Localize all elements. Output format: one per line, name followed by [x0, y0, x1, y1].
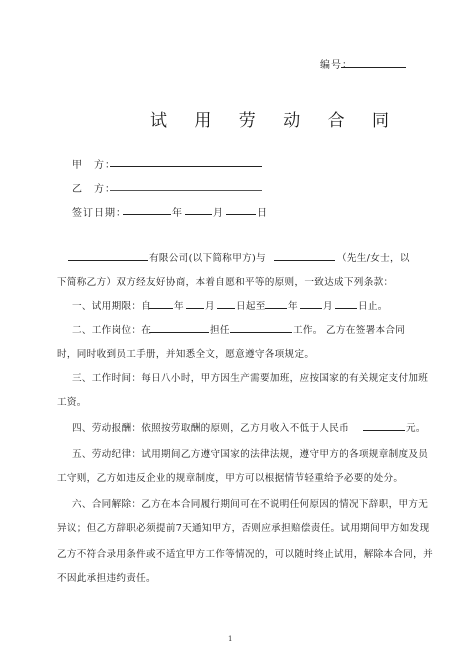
- sign-month-label: 月: [213, 208, 224, 219]
- party-a-label: 甲 方：: [72, 160, 116, 171]
- employee-name-blank[interactable]: [274, 260, 335, 261]
- sign-day-blank[interactable]: [226, 214, 256, 215]
- work-position-blank[interactable]: [230, 332, 292, 333]
- document-number-blank[interactable]: [341, 67, 406, 68]
- clause-1-year-label: 年: [174, 301, 184, 312]
- party-a-blank[interactable]: [110, 166, 262, 167]
- clause-5-line-1: 五、劳动纪律：试用期间乙方遵守国家的法律法规，遵守甲方的各项规章制度及员: [72, 449, 429, 460]
- intro-employee-text: （先生/女士，以: [337, 253, 410, 264]
- company-name-blank[interactable]: [68, 260, 148, 261]
- trial-start-day-blank[interactable]: [217, 308, 235, 309]
- clause-1-end-label: 日止。: [358, 301, 388, 312]
- clause-1-year2-label: 年: [288, 301, 298, 312]
- clause-2-head: 二、工作岗位：在: [72, 325, 152, 336]
- clause-1-month2-label: 月: [323, 301, 333, 312]
- trial-start-month-blank[interactable]: [186, 308, 204, 309]
- sign-month-blank[interactable]: [185, 214, 212, 215]
- sign-year-blank[interactable]: [123, 214, 171, 215]
- clause-6-line-4: 不因此承担违约责任。: [57, 573, 156, 584]
- work-department-blank[interactable]: [149, 332, 209, 333]
- trial-end-month-blank[interactable]: [300, 308, 322, 309]
- clause-4-tail: 元。: [406, 423, 426, 434]
- clause-2-mid: 担任: [210, 325, 230, 336]
- clause-1-head: 一、试用期限：自: [72, 301, 152, 312]
- clause-2-line-2: 时，同时收到员工手册，并知悉全文，愿意遵守各项规定。: [57, 349, 315, 360]
- clause-6-line-1: 六、合同解除：乙方在本合同履行期间可在不说明任何原因的情况下辞职，甲方无: [72, 499, 429, 510]
- party-b-blank[interactable]: [110, 190, 262, 191]
- sign-date-label: 签订日期：: [72, 208, 127, 219]
- clause-5-line-2: 工守则，乙方如违反企业的规章制度，甲方可以根据情节轻重给予必要的处分。: [57, 473, 404, 484]
- clause-2-tail: 工作。 乙方在签署本合同: [293, 325, 406, 336]
- clause-4-head: 四、劳动报酬：依照按劳取酬的原则，乙方月收入不低于人民币: [72, 423, 350, 434]
- trial-end-year-blank[interactable]: [265, 308, 287, 309]
- intro-company-text: 有限公司(以下简称甲方)与: [149, 253, 266, 264]
- clause-3-line-2: 工资。: [57, 397, 87, 408]
- page-title: 试 用 劳 动 合 同: [150, 111, 401, 131]
- sign-year-label: 年: [172, 208, 183, 219]
- clause-1-from-label: 日起至: [236, 301, 266, 312]
- trial-end-day-blank[interactable]: [335, 308, 357, 309]
- salary-amount-blank[interactable]: [363, 430, 405, 431]
- clause-6-line-3: 乙方不符合录用条件或不适宜甲方工作等情况的，可以随时终止试用，解除本合同，并: [57, 549, 433, 560]
- clause-1-month-label: 月: [205, 301, 215, 312]
- page-number: 1: [228, 635, 233, 643]
- trial-start-year-blank[interactable]: [149, 308, 173, 309]
- party-b-label: 乙 方：: [72, 184, 116, 195]
- clause-6-line-2: 异议；但乙方辞职必须提前7天通知甲方，否则应承担赔偿责任。试用期间甲方如发现: [57, 523, 430, 534]
- intro-line-2: 下简称乙方）双方经友好协商，本着自愿和平等的原则，一致达成下列条款：: [57, 277, 394, 288]
- clause-3-line-1: 三、工作时间：每日八小时，甲方因生产需要加班，应按国家的有关规定支付加班: [72, 373, 429, 384]
- document-number-label: 编号：: [320, 60, 353, 71]
- sign-day-label: 日: [257, 208, 268, 219]
